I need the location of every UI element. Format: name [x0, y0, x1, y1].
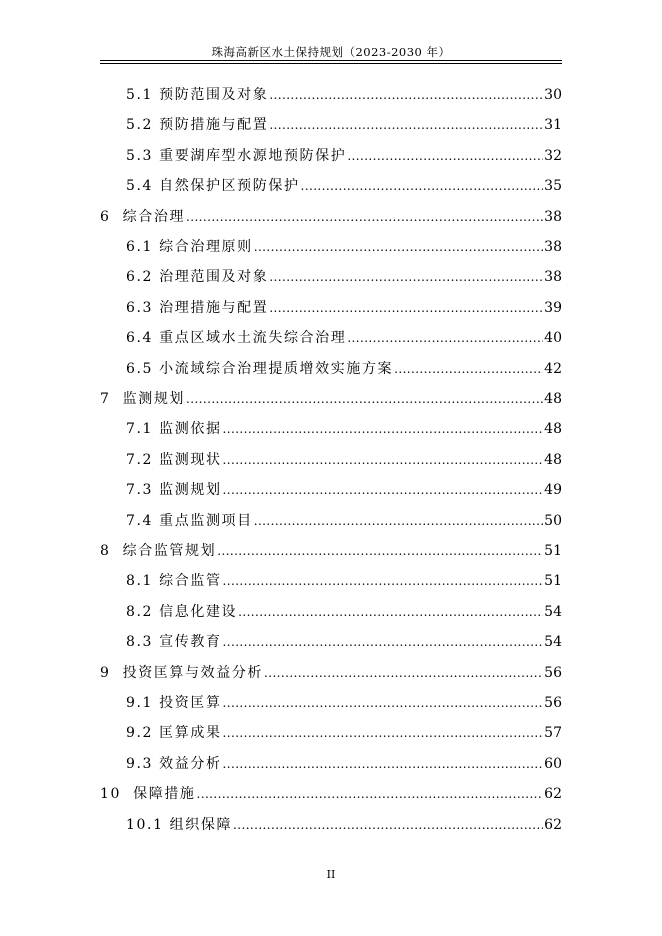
toc-entry-label: 治理范围及对象: [159, 269, 269, 286]
toc-entry[interactable]: [126, 166, 562, 196]
toc-entry[interactable]: [100, 653, 562, 683]
toc-entry-label: 宣传教育: [159, 634, 222, 651]
toc-entry-label: 预防范围及对象: [159, 87, 269, 103]
toc-entry[interactable]: [126, 105, 562, 135]
toc-dot-leader: [223, 754, 544, 774]
running-header-title: 珠海高新区水土保持规划（2023-2030 年）: [211, 45, 451, 59]
toc-dot-leader: [269, 85, 543, 105]
toc-entry-number: 10.1: [126, 816, 164, 833]
toc-entry-number: 9.3: [126, 755, 154, 772]
toc-entry-label: 自然保护区预防保护: [159, 178, 300, 195]
toc-entry-label: 重点监测项目: [159, 512, 253, 529]
toc-entry-number: 5.3: [126, 147, 154, 164]
toc-entry-label: 治理措施与配置: [159, 299, 269, 316]
toc-entry[interactable]: [126, 288, 562, 318]
toc-entry-number: 6: [100, 208, 111, 225]
toc-entry-number: 6.5: [126, 360, 154, 377]
toc-entry-page: 31: [544, 117, 562, 134]
toc-entry-page: 50: [544, 512, 562, 529]
toc-entry-page: 56: [544, 664, 562, 681]
toc-dot-leader: [223, 480, 544, 500]
toc-entry-number: 8.3: [126, 634, 154, 651]
toc-entry[interactable]: [100, 379, 562, 409]
toc-entry-page: 38: [544, 269, 562, 286]
toc-entry-number: 8.2: [126, 603, 154, 620]
toc-entry[interactable]: [100, 774, 562, 804]
toc-entry[interactable]: [126, 683, 562, 713]
toc-entry[interactable]: [100, 531, 562, 561]
toc-entry-number: 7.4: [126, 512, 154, 529]
toc-entry[interactable]: [126, 227, 562, 257]
toc-entry-label: 保障措施: [133, 786, 196, 803]
toc-entry[interactable]: [126, 622, 562, 652]
toc-entry-number: 7.1: [126, 421, 154, 438]
toc-entry-spacer: [111, 207, 123, 227]
toc-entry-page: 48: [544, 391, 562, 407]
toc-entry[interactable]: [100, 197, 562, 227]
toc-dot-leader: [264, 663, 543, 683]
toc-entry-label: 监测规划: [122, 391, 186, 407]
toc-entry-spacer: [111, 389, 123, 409]
toc-entry-label: 监测现状: [159, 451, 222, 468]
toc-entry-page: 54: [544, 603, 562, 620]
toc-entry-page: 48: [544, 421, 562, 438]
toc-entry-label: 效益分析: [159, 755, 222, 772]
toc-entry-page: 35: [544, 178, 562, 195]
toc-entry-number: 6.4: [126, 330, 154, 347]
toc-entry[interactable]: [126, 257, 562, 287]
toc-entry-label: 投资匡算: [159, 695, 222, 711]
toc-entry[interactable]: [126, 744, 562, 774]
toc-entry-number: 8.1: [126, 573, 154, 590]
toc-entry[interactable]: [126, 409, 562, 439]
toc-dot-leader: [233, 815, 543, 835]
toc-entry[interactable]: [126, 805, 562, 835]
toc-entry-number: 9.1: [126, 695, 154, 711]
toc-entry-number: 6.2: [126, 269, 154, 286]
toc-dot-leader: [254, 511, 543, 531]
toc-entry-spacer: [111, 663, 123, 683]
toc-entry[interactable]: [126, 713, 562, 743]
toc-entry-page: 30: [544, 87, 562, 103]
toc-dot-leader: [347, 146, 543, 166]
toc-entry-page: 38: [544, 208, 562, 225]
toc-entry-label: 监测依据: [159, 421, 222, 438]
toc-dot-leader: [223, 450, 544, 470]
toc-dot-leader: [254, 237, 543, 257]
toc-entry-number: 7: [100, 391, 111, 407]
toc-entry-number: 8: [100, 543, 111, 559]
toc-dot-leader: [269, 267, 543, 287]
toc-entry-label: 组织保障: [169, 816, 233, 833]
toc-dot-leader: [223, 419, 544, 439]
toc-entry-number: 7.3: [126, 482, 154, 499]
toc-dot-leader: [197, 784, 544, 804]
toc-entry-page: 48: [544, 451, 562, 468]
toc-entry-page: 51: [544, 543, 562, 559]
toc-entry-number: 5.4: [126, 178, 154, 195]
toc-entry-page: 38: [544, 239, 562, 255]
toc-entry-page: 51: [544, 573, 562, 590]
toc-entry-number: 6.1: [126, 239, 154, 255]
toc-entry-page: 62: [544, 816, 562, 833]
toc-entry-label: 匡算成果: [159, 725, 222, 742]
toc-dot-leader: [223, 693, 544, 713]
toc-dot-leader: [217, 541, 543, 561]
toc-entry-page: 54: [544, 634, 562, 651]
toc-entry-number: 7.2: [126, 451, 154, 468]
toc-entry-label: 综合监管: [159, 573, 222, 590]
toc-dot-leader: [394, 359, 543, 379]
toc-entry-page: 40: [544, 330, 562, 347]
toc-dot-leader: [347, 328, 543, 348]
page-number: II: [326, 868, 336, 881]
toc-entry-label: 监测规划: [159, 482, 222, 499]
toc-dot-leader: [223, 632, 544, 652]
toc-entry-label: 小流域综合治理提质增效实施方案: [159, 360, 394, 377]
toc-entry-label: 预防措施与配置: [159, 117, 269, 134]
toc-dot-leader: [238, 602, 543, 622]
toc-entry-number: 9: [100, 664, 111, 681]
toc-entry[interactable]: [126, 501, 562, 531]
toc-entry-number: 5.2: [126, 117, 154, 134]
toc-entry-page: 32: [544, 147, 562, 164]
toc-entry[interactable]: [126, 470, 562, 500]
toc-dot-leader: [301, 176, 544, 196]
toc-entry-number: 10: [100, 786, 122, 803]
toc-entry-label: 重点区域水土流失综合治理: [159, 330, 347, 347]
toc-entry-page: 62: [544, 786, 562, 803]
toc-entry-label: 综合治理原则: [159, 239, 253, 255]
toc-dot-leader: [186, 207, 543, 227]
toc-entry[interactable]: [126, 561, 562, 591]
toc-entry-page: 42: [544, 360, 562, 377]
toc-entry-label: 综合监管规划: [122, 543, 217, 559]
toc-entry-spacer: [111, 541, 123, 561]
toc-entry[interactable]: [126, 440, 562, 470]
toc-entry-label: 信息化建设: [159, 603, 238, 620]
toc-dot-leader: [269, 115, 543, 135]
toc-entry-page: 60: [544, 755, 562, 772]
toc-entry-number: 6.3: [126, 299, 154, 316]
toc-entry[interactable]: [126, 349, 562, 379]
toc-dot-leader: [269, 298, 543, 318]
header-rule: [100, 60, 562, 64]
toc-entry[interactable]: [126, 75, 562, 105]
toc-entry-label: 投资匡算与效益分析: [122, 664, 264, 681]
toc-entry-spacer: [121, 784, 133, 804]
toc-entry-label: 综合治理: [122, 208, 186, 225]
toc-entry-page: 56: [544, 695, 562, 711]
toc-entry[interactable]: [126, 592, 562, 622]
toc-entry-page: 49: [544, 482, 562, 499]
toc-dot-leader: [223, 571, 544, 591]
toc-entry[interactable]: [126, 136, 562, 166]
toc-entry-page: 39: [544, 299, 562, 316]
toc-entry-label: 重要湖库型水源地预防保护: [159, 147, 347, 164]
toc-entry-number: 9.2: [126, 725, 154, 742]
toc-dot-leader: [223, 723, 544, 743]
toc-dot-leader: [186, 389, 543, 409]
toc-entry-page: 57: [544, 725, 562, 742]
toc-entry[interactable]: [126, 318, 562, 348]
toc-entry-number: 5.1: [126, 87, 154, 103]
